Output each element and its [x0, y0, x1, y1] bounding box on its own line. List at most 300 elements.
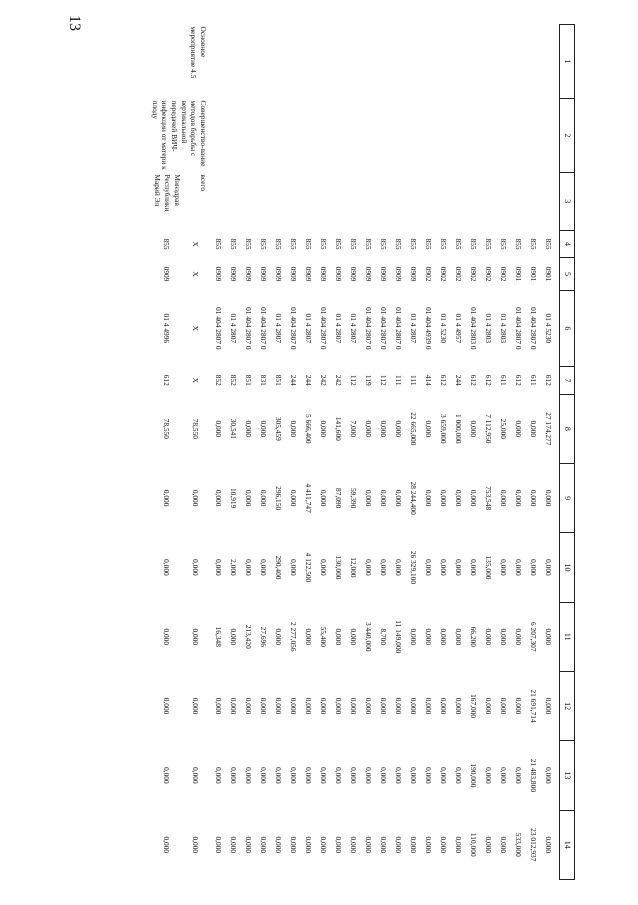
table-cell: 0,000	[454, 767, 464, 784]
table-cell: 0,000	[439, 767, 449, 784]
table-cell: 0909	[289, 266, 299, 282]
table-cell: 0902	[439, 266, 449, 282]
table-cell: 0,000	[319, 489, 329, 507]
empty-cell	[541, 25, 560, 99]
table-cell: 0,000	[190, 628, 200, 646]
table-row	[406, 25, 421, 880]
empty-cell	[301, 25, 316, 99]
table-cell: 0,000	[394, 767, 404, 784]
empty-cell	[436, 172, 451, 230]
table-cell: 4 122,500	[304, 552, 314, 583]
empty-cell	[256, 25, 271, 99]
table-cell: 0902	[424, 266, 434, 282]
table-cell: 0,000	[161, 697, 171, 715]
table-cell: 0,000	[190, 836, 200, 854]
table-cell: 611	[499, 374, 509, 386]
table-cell: 0,000	[349, 767, 359, 784]
table-cell: 0,000	[454, 697, 464, 715]
table-cell: 0,000	[161, 767, 171, 784]
table-cell: 855	[304, 238, 314, 250]
table-cell: 855	[439, 238, 449, 250]
table-row	[211, 25, 226, 880]
table-cell: 855	[469, 238, 479, 250]
table-cell: 0,000	[439, 559, 449, 576]
table-cell: 16,348	[214, 626, 224, 647]
table-cell: 01 4 5230	[439, 313, 449, 344]
table-cell: 0,000	[439, 489, 449, 507]
table-cell: 0,000	[409, 767, 419, 784]
column-number: 14	[560, 810, 575, 879]
table-cell: 119	[364, 374, 374, 386]
table-cell: 22 665,000	[409, 412, 419, 446]
table-cell: 0,000	[484, 628, 494, 646]
table-cell: 0,000	[544, 767, 554, 784]
table-cell: 0,000	[439, 697, 449, 715]
table-row	[496, 25, 511, 880]
table-cell: 2 277,056	[289, 621, 299, 652]
table-cell: 0,000	[454, 628, 464, 646]
empty-cell	[526, 25, 541, 99]
table-cell: 0909	[409, 266, 419, 282]
table-cell: 0,000	[304, 697, 314, 715]
column-number: 7	[560, 366, 575, 394]
table-cell: 0,000	[274, 767, 284, 784]
table-cell: 0,000	[161, 628, 171, 646]
table-cell: 244	[289, 374, 299, 386]
table-cell: 296,150	[274, 486, 284, 511]
table-cell: 0,000	[319, 697, 329, 715]
table-row	[256, 25, 271, 880]
table-cell: 0,000	[190, 767, 200, 784]
table-cell: 78,550	[190, 418, 200, 439]
table-cell: 28 244,400	[409, 481, 419, 515]
table-cell: 0909	[229, 266, 239, 282]
page-number: 13	[66, 15, 83, 31]
table-cell: 0,000	[499, 836, 509, 854]
table-cell: 0,000	[424, 559, 434, 576]
table-cell: 0,000	[469, 559, 479, 576]
empty-cell	[466, 98, 481, 172]
table-cell: 87,090	[334, 487, 344, 509]
table-cell: 0,000	[439, 836, 449, 854]
table-cell: 0,000	[274, 836, 284, 854]
empty-cell	[511, 25, 526, 99]
table-cell: 0,000	[274, 628, 284, 646]
table-cell: 0,000	[514, 628, 524, 646]
table-cell: 0902	[499, 266, 509, 282]
table-cell: 0,000	[190, 697, 200, 715]
table-cell: 0,000	[379, 836, 389, 854]
empty-cell	[256, 98, 271, 172]
table-cell: 851	[244, 374, 254, 386]
table-cell: 0,000	[499, 628, 509, 646]
table-cell: 0,000	[229, 836, 239, 854]
table-cell: 0,000	[319, 836, 329, 854]
empty-cell	[226, 25, 241, 99]
table-cell: 0,000	[229, 628, 239, 646]
column-number: 1	[560, 25, 575, 99]
table-cell: 855	[229, 238, 239, 250]
table-cell: 0902	[469, 266, 479, 282]
empty-cell	[481, 172, 496, 230]
table-cell: 855	[379, 238, 389, 250]
table-cell: 855	[349, 238, 359, 250]
table-cell: 0,000	[364, 836, 374, 854]
table-cell: 01 4 4957	[454, 313, 464, 344]
table-cell: 0909	[259, 266, 269, 282]
empty-cell	[451, 98, 466, 172]
table-cell: 3 440,000	[364, 621, 374, 652]
column-number: 4	[560, 230, 575, 258]
table-cell: 0,000	[529, 420, 539, 438]
empty-cell	[421, 172, 436, 230]
table-cell: 852	[229, 374, 239, 386]
table-cell: 0,000	[244, 697, 254, 715]
table-cell: 831	[259, 374, 269, 386]
table-cell: 855	[274, 238, 284, 250]
table-cell: 66,200	[469, 626, 479, 647]
table-cell: 753,548	[484, 486, 494, 511]
table-cell: 0,000	[259, 697, 269, 715]
table-cell: 0,000	[304, 628, 314, 646]
table-cell: 0,000	[394, 420, 404, 438]
empty-cell	[376, 25, 391, 99]
table-cell: 55,400	[319, 626, 329, 647]
table-cell: Х	[190, 271, 200, 277]
table-cell: 0,000	[334, 767, 344, 784]
table-cell: 305,459	[274, 416, 284, 441]
table-cell: 01 404 2807 0	[364, 307, 374, 350]
empty-cell	[346, 172, 361, 230]
table-cell: 0,000	[394, 836, 404, 854]
table-cell: Х	[190, 241, 200, 247]
table-cell: 0,000	[409, 697, 419, 715]
table-row	[241, 25, 256, 880]
table-cell: 0,000	[334, 697, 344, 715]
table-cell: 855	[544, 238, 554, 250]
empty-cell	[526, 98, 541, 172]
table-cell: 0,000	[514, 559, 524, 576]
table-cell: 0,000	[244, 420, 254, 438]
table-cell: 0,000	[499, 697, 509, 715]
empty-cell	[361, 98, 376, 172]
table-cell: 0,000	[214, 836, 224, 854]
table-cell: 7,000	[349, 420, 359, 438]
table-cell: 612	[544, 374, 554, 386]
table-cell: 27 174,277	[544, 412, 554, 446]
table-cell: 0,000	[394, 697, 404, 715]
empty-cell	[466, 172, 481, 230]
empty-cell	[466, 25, 481, 99]
empty-cell	[436, 25, 451, 99]
empty-cell	[511, 172, 526, 230]
table-cell: 111	[409, 375, 419, 386]
table-cell: 0909	[364, 266, 374, 282]
table-cell: 855	[289, 238, 299, 250]
table-cell: 855	[424, 238, 434, 250]
table-cell: 213,420	[244, 624, 254, 649]
table-cell: 0,000	[499, 489, 509, 507]
table-cell: 01 404 2807 0	[289, 307, 299, 350]
empty-cell	[406, 25, 421, 99]
empty-cell	[316, 25, 331, 99]
empty-cell	[346, 25, 361, 99]
rotated-table-wrapper	[95, 24, 575, 880]
table-cell: 0,000	[514, 489, 524, 507]
empty-cell	[271, 98, 286, 172]
table-cell: 112	[349, 374, 359, 386]
table-cell: 0,000	[214, 489, 224, 507]
table-cell: 0909	[214, 266, 224, 282]
table-cell: 0,000	[289, 697, 299, 715]
empty-cell	[541, 172, 560, 230]
table-cell: 0,000	[514, 697, 524, 715]
table-cell: 0,000	[214, 420, 224, 438]
table-cell: 167,000	[469, 694, 479, 719]
table-cell: 1 000,000	[454, 414, 464, 444]
table-cell: 0,000	[394, 559, 404, 576]
table-cell: 8,700	[379, 628, 389, 646]
table-cell: 0,000	[544, 559, 554, 576]
table-cell: 0,000	[379, 420, 389, 438]
table-cell: 0,000	[529, 559, 539, 576]
table-row	[361, 25, 376, 880]
column-number: 3	[560, 172, 575, 230]
table-cell: 0,000	[364, 697, 374, 715]
table-cell: 0,000	[289, 767, 299, 784]
table-row	[376, 25, 391, 880]
table-cell: 0,000	[319, 767, 329, 784]
table-cell: 01 4 2803	[484, 313, 494, 344]
table-cell: 0909	[394, 266, 404, 282]
table-cell: 0,000	[364, 420, 374, 438]
table-cell: 01 4 2807	[274, 313, 284, 344]
empty-cell	[496, 98, 511, 172]
table-cell: 0,000	[544, 836, 554, 854]
table-cell: 0,000	[454, 559, 464, 576]
table-row	[466, 25, 481, 880]
table-cell: 141,600	[334, 416, 344, 441]
table-cell: 0,000	[349, 697, 359, 715]
table-cell: 855	[514, 238, 524, 250]
table-cell: 0901	[514, 266, 524, 282]
table-cell: 5 666,400	[304, 414, 314, 444]
table-cell: 0,000	[394, 489, 404, 507]
table-cell: 0,000	[244, 767, 254, 784]
column-number: 8	[560, 394, 575, 463]
table-cell: 0,000	[409, 628, 419, 646]
empty-cell	[421, 25, 436, 99]
table-cell: 21 691,714	[529, 689, 539, 723]
table-row	[436, 25, 451, 880]
table-cell: 0901	[529, 266, 539, 282]
table-cell: 2,000	[229, 559, 239, 576]
table-cell: 0909	[379, 266, 389, 282]
table-cell: 855	[409, 238, 419, 250]
table-cell: 11 149,000	[394, 620, 404, 654]
table-cell: 0,000	[529, 489, 539, 507]
table-row	[286, 25, 301, 880]
table-row	[331, 25, 346, 880]
table-cell: 0,000	[514, 767, 524, 784]
table-cell: 0,000	[289, 489, 299, 507]
table-cell: 0909	[161, 266, 171, 282]
table-cell: 0,000	[469, 420, 479, 438]
table-cell: 135,000	[484, 555, 494, 580]
table-cell: 0909	[304, 266, 314, 282]
table-cell: 01 404 2807 0	[529, 307, 539, 350]
table-cell: 0901	[544, 266, 554, 282]
empty-cell	[391, 98, 406, 172]
table-cell: 855	[244, 238, 254, 250]
table-cell: 855	[319, 238, 329, 250]
empty-cell	[241, 172, 256, 230]
table-cell: 0,000	[379, 489, 389, 507]
table-cell: 0,000	[499, 559, 509, 576]
table-cell: 855	[394, 238, 404, 250]
table-cell: 0,000	[259, 836, 269, 854]
table-cell: 0,000	[424, 420, 434, 438]
empty-cell	[361, 172, 376, 230]
empty-cell	[271, 25, 286, 99]
table-cell: 0,000	[484, 836, 494, 854]
table-cell: 855	[529, 238, 539, 250]
empty-cell	[256, 172, 271, 230]
empty-cell	[241, 98, 256, 172]
table-cell: 0902	[454, 266, 464, 282]
table-cell: 3 659,000	[439, 414, 449, 444]
table-cell: 0,000	[259, 489, 269, 507]
empty-cell	[211, 25, 226, 99]
table-row	[451, 25, 466, 880]
table-cell: 01 4 2807	[349, 313, 359, 344]
table-cell: 852	[214, 374, 224, 386]
table-cell: 855	[484, 238, 494, 250]
table-cell: 0,000	[544, 697, 554, 715]
empty-cell	[331, 172, 346, 230]
column-number: 2	[560, 98, 575, 172]
table-cell: 01 404 2807 0	[394, 307, 404, 350]
table-cell: 612	[484, 374, 494, 386]
column-number: 5	[560, 258, 575, 290]
table-cell: 0,000	[259, 767, 269, 784]
table-cell: 855	[214, 238, 224, 250]
empty-cell	[316, 98, 331, 172]
empty-cell	[481, 98, 496, 172]
table-cell: 0,000	[334, 628, 344, 646]
table-cell: 01 404 2807 0	[214, 307, 224, 350]
table-cell: 21 483,800	[529, 758, 539, 793]
table-cell: 0,000	[424, 767, 434, 784]
table-row	[511, 25, 526, 880]
empty-cell	[226, 172, 241, 230]
table-cell: 01 404 2807 0	[379, 307, 389, 350]
empty-cell	[271, 172, 286, 230]
table-body	[211, 25, 560, 880]
table-cell: 242	[319, 374, 329, 386]
table-cell: 0,000	[161, 489, 171, 507]
table-cell: 0,000	[454, 489, 464, 507]
table-cell: 0,000	[379, 559, 389, 576]
table-cell: 130,000	[334, 555, 344, 580]
table-cell: 0,000	[454, 836, 464, 854]
table-row	[526, 25, 541, 880]
empty-cell	[286, 98, 301, 172]
table-cell: 0,000	[514, 420, 524, 438]
measure-section	[150, 25, 211, 880]
table-cell: 01 4 4996	[161, 313, 171, 344]
empty-cell	[361, 25, 376, 99]
empty-cell	[211, 172, 226, 230]
empty-cell	[301, 172, 316, 230]
empty-cell	[211, 98, 226, 172]
table-cell: 01 404 2807 0	[514, 307, 524, 350]
table-cell: 01 404 2807 0	[259, 307, 269, 350]
table-cell: 0,000	[289, 559, 299, 576]
table-cell: 0,000	[484, 767, 494, 784]
table-cell: 112	[379, 374, 389, 386]
table-row	[421, 25, 436, 880]
table-cell: 0,000	[364, 489, 374, 507]
table-cell: 0,000	[364, 559, 374, 576]
table-cell: 0,000	[259, 559, 269, 576]
table-cell: 0909	[319, 266, 329, 282]
empty-cell	[241, 25, 256, 99]
empty-cell	[286, 25, 301, 99]
empty-cell	[421, 98, 436, 172]
table-cell: 855	[259, 238, 269, 250]
empty-cell	[391, 25, 406, 99]
table-row	[226, 25, 241, 880]
table-cell: 0,000	[409, 836, 419, 854]
table-cell: 0,000	[379, 697, 389, 715]
table-cell: 0,000	[190, 489, 200, 507]
table-cell: 0909	[274, 266, 284, 282]
table-cell: 0,000	[424, 836, 434, 854]
table-cell: 0,000	[424, 697, 434, 715]
table-cell: 611	[529, 374, 539, 386]
empty-cell	[436, 98, 451, 172]
column-number: 6	[560, 290, 575, 366]
table-cell: 244	[304, 374, 314, 386]
column-number-row	[560, 25, 575, 880]
table-cell: 0,000	[214, 697, 224, 715]
table-cell: 0,000	[334, 836, 344, 854]
table-cell: 0,000	[214, 767, 224, 784]
table-cell: 01 4 2807	[304, 313, 314, 344]
measure-total-label: всего	[199, 174, 208, 192]
table-cell: 6 207,307	[529, 621, 539, 652]
table-row	[316, 25, 331, 880]
empty-cell	[496, 172, 511, 230]
measure-total-row	[182, 25, 211, 880]
table-cell: 0,000	[161, 559, 171, 576]
table-row	[391, 25, 406, 880]
table-row	[301, 25, 316, 880]
table-cell: 612	[469, 374, 479, 386]
table-cell: 0,000	[289, 420, 299, 438]
column-number: 13	[560, 741, 575, 810]
table-cell: 7 112,950	[484, 414, 494, 444]
table-cell: 0,000	[364, 767, 374, 784]
table-cell: 110,000	[469, 832, 479, 857]
table-cell: 0,000	[289, 836, 299, 854]
table-cell: 10,919	[229, 487, 239, 509]
table-cell: 0902	[484, 266, 494, 282]
table-cell: 0,000	[274, 697, 284, 715]
measure-label: Основное мероприятие 4.5	[189, 26, 208, 79]
table-cell: 78,550	[161, 418, 171, 439]
